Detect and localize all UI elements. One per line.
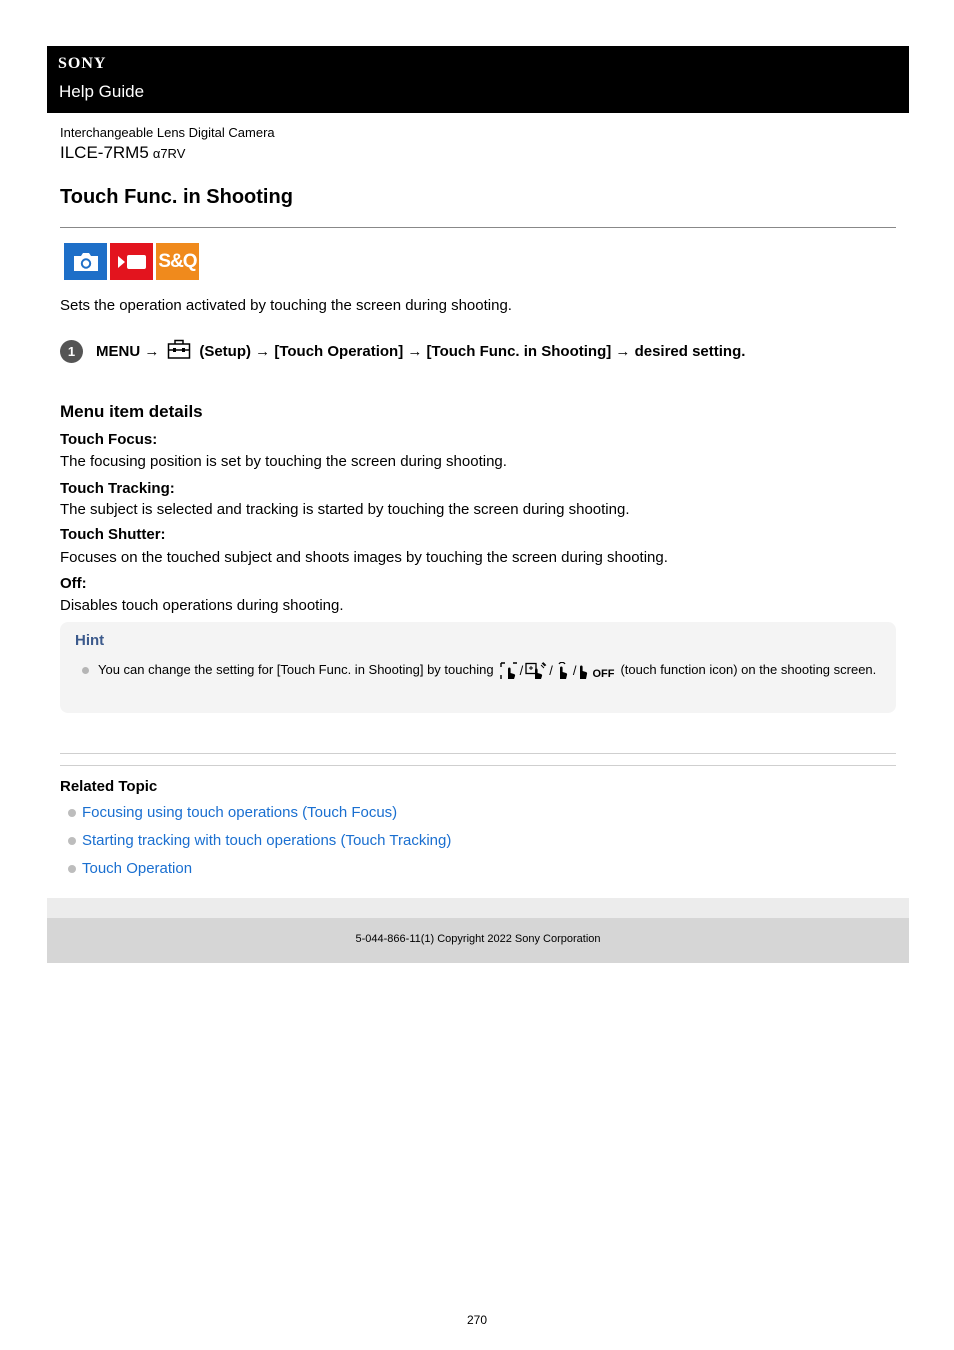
hint-text <box>98 661 878 680</box>
bullet-dot <box>68 837 76 845</box>
related-link-touch-tracking[interactable] <box>68 832 451 849</box>
desc-touch-tracking: The subject is selected and tracking is started by touching the screen during shooting. <box>60 501 630 518</box>
touch-off-icon <box>578 662 592 680</box>
related-link-label[interactable]: Touch Operation <box>82 860 193 877</box>
sony-logo: SONY <box>58 55 107 72</box>
help-guide-title: Help Guide <box>59 82 145 101</box>
term-touch-shutter: Touch Shutter: <box>60 526 166 543</box>
footer <box>47 918 909 963</box>
hint-text-before: You can change the setting for [Touch Func. in Shooting] by touching <box>98 662 494 677</box>
step-number-badge: 1 <box>60 340 83 363</box>
touch-off-label: OFF <box>592 667 615 680</box>
shooting-mode-icons <box>64 243 199 280</box>
footer-band <box>47 898 909 918</box>
hint-box <box>60 622 896 713</box>
title-divider <box>60 227 896 228</box>
related-link-label[interactable]: Focusing using touch operations (Touch Focus) <box>82 804 398 821</box>
desc-off: Disables touch operations during shooting. <box>60 597 344 614</box>
product-type: Interchangeable Lens Digital Camera <box>60 125 275 140</box>
page-number: 270 <box>466 1313 488 1327</box>
term-off: Off: <box>60 575 87 592</box>
related-link-touch-operation[interactable] <box>68 860 192 877</box>
term-touch-focus: Touch Focus: <box>60 431 158 448</box>
page-title: Touch Func. in Shooting <box>60 186 293 208</box>
step-text-menu: MENU → <box>96 342 160 360</box>
term-touch-tracking: Touch Tracking: <box>60 480 175 497</box>
hint-text-after: (touch function icon) on the shooting screen. <box>620 662 877 677</box>
site-header <box>47 46 909 113</box>
bullet-dot <box>68 809 76 817</box>
copyright-text: 5-044-866-11(1) Copyright 2022 Sony Corporation <box>355 933 601 945</box>
photo-mode-icon <box>64 243 107 280</box>
touch-focus-icon <box>500 662 518 680</box>
icon-separator: / <box>519 662 524 678</box>
section-divider-top <box>60 753 896 754</box>
hint-title: Hint <box>75 632 105 649</box>
setup-toolbox-icon <box>167 338 191 364</box>
related-topic-heading: Related Topic <box>60 778 158 795</box>
model-number: ILCE-7RM5 <box>60 143 149 162</box>
touch-tracking-icon <box>525 662 547 680</box>
related-link-touch-focus[interactable] <box>68 804 397 821</box>
step-1 <box>60 338 745 364</box>
section-divider-bottom <box>60 765 896 766</box>
model-name <box>60 143 185 163</box>
bullet-dot <box>68 865 76 873</box>
touch-shutter-icon <box>555 662 571 680</box>
intro-text: Sets the operation activated by touching the screen during shooting. <box>60 297 512 314</box>
movie-mode-icon <box>110 243 153 280</box>
desc-touch-focus: The focusing position is set by touching the screen during shooting. <box>60 453 507 470</box>
model-subname: α7RV <box>152 146 186 161</box>
step-text-path: (Setup) → [Touch Operation] → [Touch Func. in Shooting] → desired setting. <box>199 342 746 360</box>
menu-item-details-heading: Menu item details <box>60 402 203 421</box>
desc-touch-shutter: Focuses on the touched subject and shoots images by touching the screen during shooting. <box>60 549 668 566</box>
related-link-label[interactable]: Starting tracking with touch operations (Touch Tracking) <box>82 832 452 849</box>
sq-mode-icon: S&Q <box>156 243 199 280</box>
icon-separator: / <box>572 662 577 678</box>
touch-function-icons <box>500 662 615 680</box>
hint-bullet <box>82 667 89 674</box>
icon-separator: / <box>549 662 553 678</box>
